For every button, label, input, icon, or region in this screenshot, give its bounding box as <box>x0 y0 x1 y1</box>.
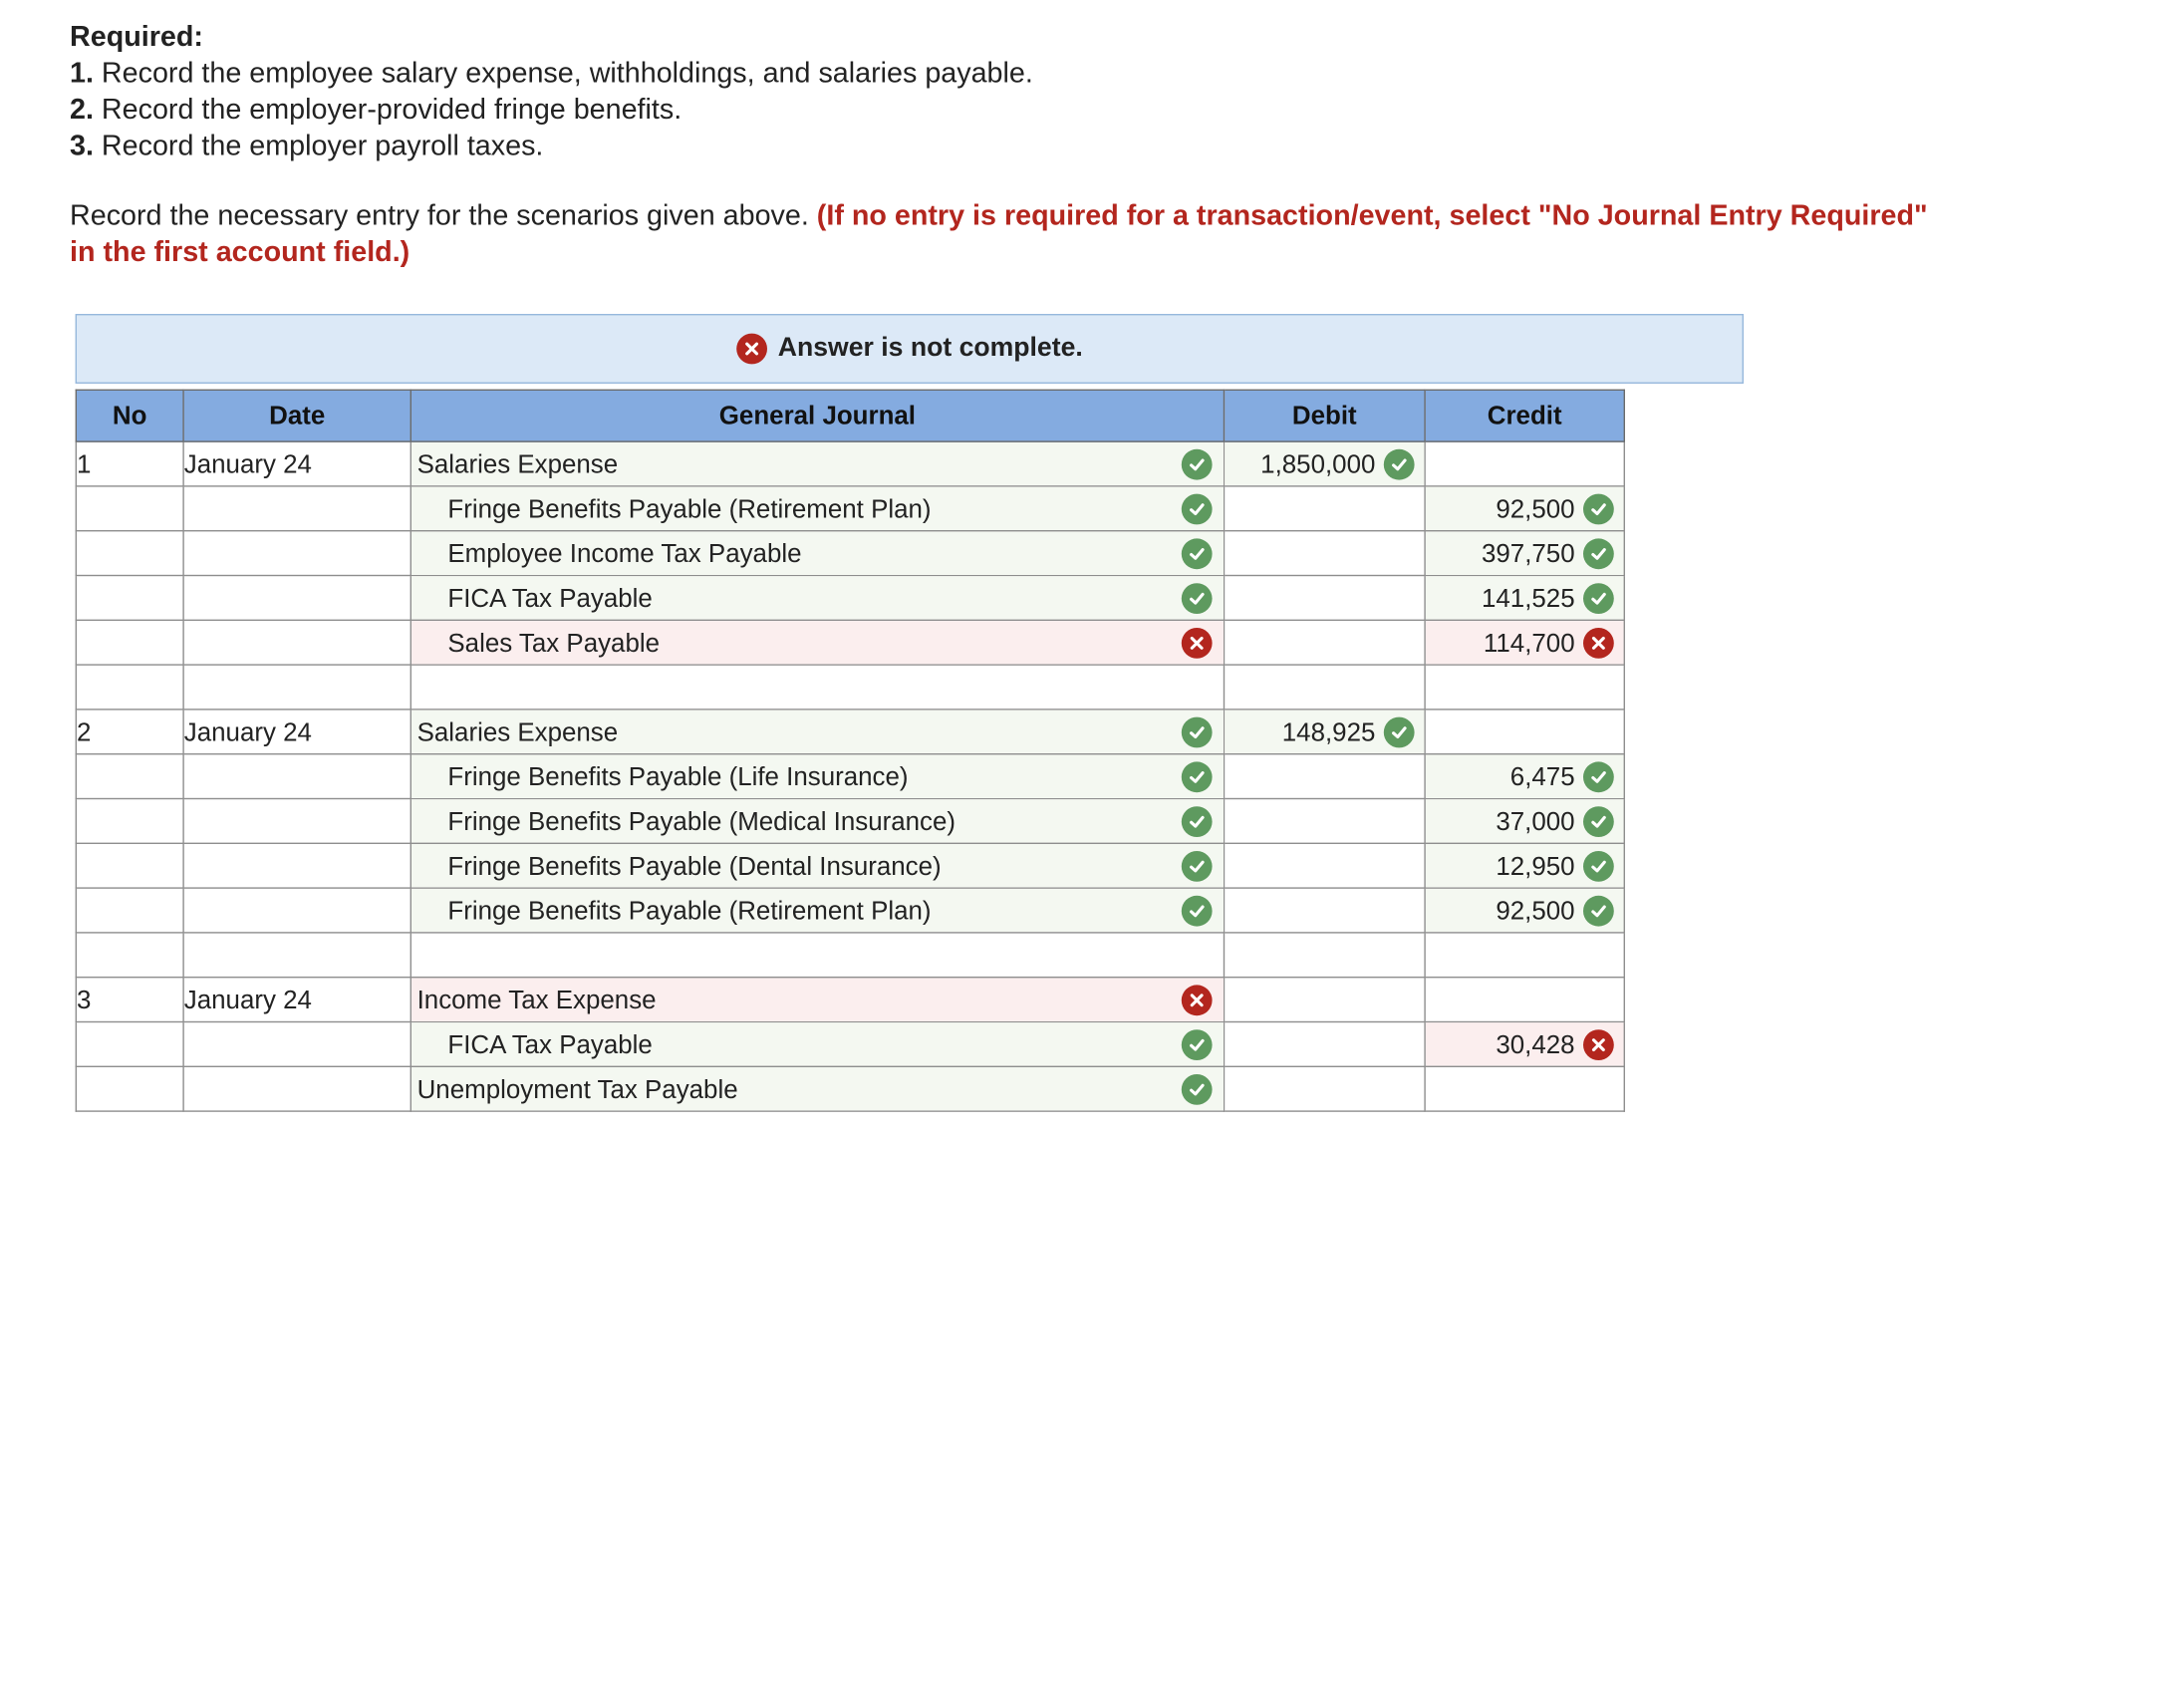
answer-status-banner <box>76 314 1744 384</box>
debit-cell[interactable] <box>1225 1022 1426 1067</box>
account-name: Salaries Expense <box>416 448 619 478</box>
table-row <box>76 441 1624 486</box>
no-cell <box>76 888 183 933</box>
debit-cell[interactable] <box>1225 486 1426 531</box>
check-icon <box>1583 850 1614 881</box>
account-cell[interactable] <box>410 486 1224 531</box>
account-cell[interactable] <box>410 978 1224 1022</box>
credit-amount: 397,750 <box>1481 537 1575 568</box>
date-cell[interactable] <box>183 843 410 888</box>
debit-cell[interactable] <box>1225 665 1426 710</box>
header-date: Date <box>183 390 410 441</box>
no-cell: 3 <box>76 978 183 1022</box>
date-cell[interactable] <box>183 620 410 665</box>
credit-cell[interactable] <box>1425 576 1624 621</box>
table-row <box>76 843 1624 888</box>
credit-cell[interactable] <box>1425 531 1624 576</box>
credit-cell[interactable] <box>1425 754 1624 799</box>
credit-amount: 141,525 <box>1481 582 1575 612</box>
table-row <box>76 978 1624 1022</box>
check-icon <box>1583 583 1614 614</box>
no-cell <box>76 1066 183 1111</box>
debit-cell[interactable] <box>1225 531 1426 576</box>
date-cell[interactable] <box>183 1022 410 1067</box>
check-icon <box>1182 448 1213 479</box>
required-section <box>70 20 1033 165</box>
account-cell[interactable] <box>410 1022 1224 1067</box>
table-row <box>76 531 1624 576</box>
credit-cell[interactable] <box>1425 978 1624 1022</box>
date-cell[interactable] <box>183 531 410 576</box>
account-cell[interactable] <box>410 710 1224 754</box>
date-cell <box>183 933 410 978</box>
check-icon <box>1182 850 1213 881</box>
credit-amount: 12,950 <box>1496 850 1575 880</box>
check-icon <box>1182 1029 1213 1060</box>
account-name: Fringe Benefits Payable (Dental Insurance) <box>447 850 942 880</box>
debit-cell[interactable] <box>1225 978 1426 1022</box>
account-name: Fringe Benefits Payable (Retirement Plan) <box>447 492 932 523</box>
required-heading: Required: <box>70 21 203 54</box>
credit-amount: 6,475 <box>1509 760 1575 791</box>
date-cell[interactable]: January 24 <box>183 710 410 754</box>
debit-cell[interactable] <box>1225 1066 1426 1111</box>
debit-cell[interactable] <box>1225 888 1426 933</box>
check-icon <box>1182 806 1213 837</box>
credit-cell[interactable] <box>1425 441 1624 486</box>
credit-cell[interactable] <box>1425 843 1624 888</box>
account-cell[interactable] <box>410 843 1224 888</box>
check-icon <box>1182 583 1213 614</box>
account-name: Income Tax Expense <box>416 984 657 1014</box>
credit-cell[interactable] <box>1425 1066 1624 1111</box>
credit-amount: 92,500 <box>1496 895 1575 925</box>
required-item-3: 3. Record the employer payroll taxes. <box>70 130 544 162</box>
check-icon <box>1182 716 1213 747</box>
table-row <box>76 888 1624 933</box>
check-icon <box>1182 538 1213 569</box>
credit-amount: 114,700 <box>1483 627 1575 657</box>
account-name: Unemployment Tax Payable <box>416 1073 738 1103</box>
date-cell[interactable] <box>183 576 410 621</box>
date-cell[interactable] <box>183 799 410 844</box>
debit-amount: 148,925 <box>1281 715 1376 746</box>
date-cell <box>183 665 410 710</box>
blank-row <box>76 933 1624 978</box>
check-icon <box>1182 1073 1213 1104</box>
account-name: Fringe Benefits Payable (Life Insurance) <box>447 760 909 791</box>
account-cell[interactable] <box>410 441 1224 486</box>
debit-cell[interactable] <box>1225 754 1426 799</box>
account-name: Salaries Expense <box>416 715 619 746</box>
date-cell[interactable] <box>183 754 410 799</box>
no-cell <box>76 933 183 978</box>
no-cell <box>76 754 183 799</box>
credit-cell[interactable] <box>1425 933 1624 978</box>
header-no: No <box>76 390 183 441</box>
account-cell[interactable] <box>410 1066 1224 1111</box>
table-row <box>76 710 1624 754</box>
credit-cell[interactable] <box>1425 1022 1624 1067</box>
account-cell[interactable] <box>410 665 1224 710</box>
credit-cell[interactable] <box>1425 799 1624 844</box>
account-cell[interactable] <box>410 933 1224 978</box>
check-icon <box>1583 493 1614 524</box>
banner-text: Answer is not complete. <box>777 333 1083 363</box>
check-icon <box>1384 448 1415 479</box>
debit-amount: 1,850,000 <box>1260 448 1376 478</box>
check-icon <box>1182 493 1213 524</box>
check-icon <box>1583 895 1614 926</box>
blank-row <box>76 665 1624 710</box>
cross-icon <box>1182 985 1213 1015</box>
general-journal-table <box>76 390 1625 1112</box>
debit-cell[interactable] <box>1225 576 1426 621</box>
check-icon <box>1182 895 1213 926</box>
cross-icon <box>736 334 767 365</box>
account-name: FICA Tax Payable <box>447 582 653 612</box>
table-row <box>76 1022 1624 1067</box>
no-cell <box>76 665 183 710</box>
check-icon <box>1384 716 1415 747</box>
table-row <box>76 754 1624 799</box>
credit-amount: 92,500 <box>1496 492 1575 523</box>
instruction-text: Record the necessary entry for the scenarios given above. (If no entry is required for a transaction/event, select "No Journal Entry Required" in the first account field.) <box>70 199 1928 268</box>
account-cell[interactable] <box>410 888 1224 933</box>
check-icon <box>1182 761 1213 792</box>
cross-icon <box>1583 1029 1614 1060</box>
header-general-journal: General Journal <box>410 390 1224 441</box>
table-row <box>76 486 1624 531</box>
account-name: FICA Tax Payable <box>447 1028 653 1058</box>
account-cell[interactable] <box>410 576 1224 621</box>
debit-cell[interactable] <box>1225 933 1426 978</box>
debit-cell[interactable] <box>1225 710 1426 754</box>
cross-icon <box>1182 627 1213 658</box>
no-cell <box>76 486 183 531</box>
account-cell[interactable] <box>410 754 1224 799</box>
no-cell <box>76 799 183 844</box>
credit-cell[interactable] <box>1425 888 1624 933</box>
required-item-1: 1. Record the employee salary expense, withholdings, and salaries payable. <box>70 57 1033 90</box>
account-name: Fringe Benefits Payable (Retirement Plan) <box>447 895 932 925</box>
table-row <box>76 576 1624 621</box>
header-debit: Debit <box>1225 390 1426 441</box>
cross-icon <box>1583 627 1614 658</box>
date-cell[interactable]: January 24 <box>183 978 410 1022</box>
account-cell[interactable] <box>410 531 1224 576</box>
credit-amount: 30,428 <box>1496 1028 1575 1058</box>
account-cell[interactable] <box>410 620 1224 665</box>
table-header-row <box>76 390 1624 441</box>
no-cell: 1 <box>76 441 183 486</box>
check-icon <box>1583 538 1614 569</box>
debit-cell[interactable] <box>1225 620 1426 665</box>
header-credit: Credit <box>1425 390 1624 441</box>
no-cell <box>76 620 183 665</box>
check-icon <box>1583 761 1614 792</box>
debit-cell[interactable] <box>1225 843 1426 888</box>
date-cell[interactable]: January 24 <box>183 441 410 486</box>
date-cell[interactable] <box>183 486 410 531</box>
no-cell <box>76 1022 183 1067</box>
date-cell[interactable] <box>183 888 410 933</box>
credit-amount: 37,000 <box>1496 805 1575 835</box>
no-cell <box>76 843 183 888</box>
table-row <box>76 1066 1624 1111</box>
date-cell[interactable] <box>183 1066 410 1111</box>
debit-cell[interactable] <box>1225 799 1426 844</box>
check-icon <box>1583 806 1614 837</box>
credit-cell[interactable] <box>1425 486 1624 531</box>
account-name: Fringe Benefits Payable (Medical Insurance) <box>447 805 956 835</box>
no-cell <box>76 531 183 576</box>
account-name: Sales Tax Payable <box>447 627 661 657</box>
table-row <box>76 799 1624 844</box>
credit-cell[interactable] <box>1425 665 1624 710</box>
account-name: Employee Income Tax Payable <box>447 537 802 568</box>
instruction-red-note: (If no entry is required for a transaction/event, select "No Journal Entry Required" in the first account field.) <box>70 199 1928 268</box>
credit-cell[interactable] <box>1425 620 1624 665</box>
debit-cell[interactable] <box>1225 441 1426 486</box>
no-cell <box>76 576 183 621</box>
credit-cell[interactable] <box>1425 710 1624 754</box>
account-cell[interactable] <box>410 799 1224 844</box>
required-item-2: 2. Record the employer-provided fringe benefits. <box>70 93 682 126</box>
table-row <box>76 620 1624 665</box>
no-cell: 2 <box>76 710 183 754</box>
